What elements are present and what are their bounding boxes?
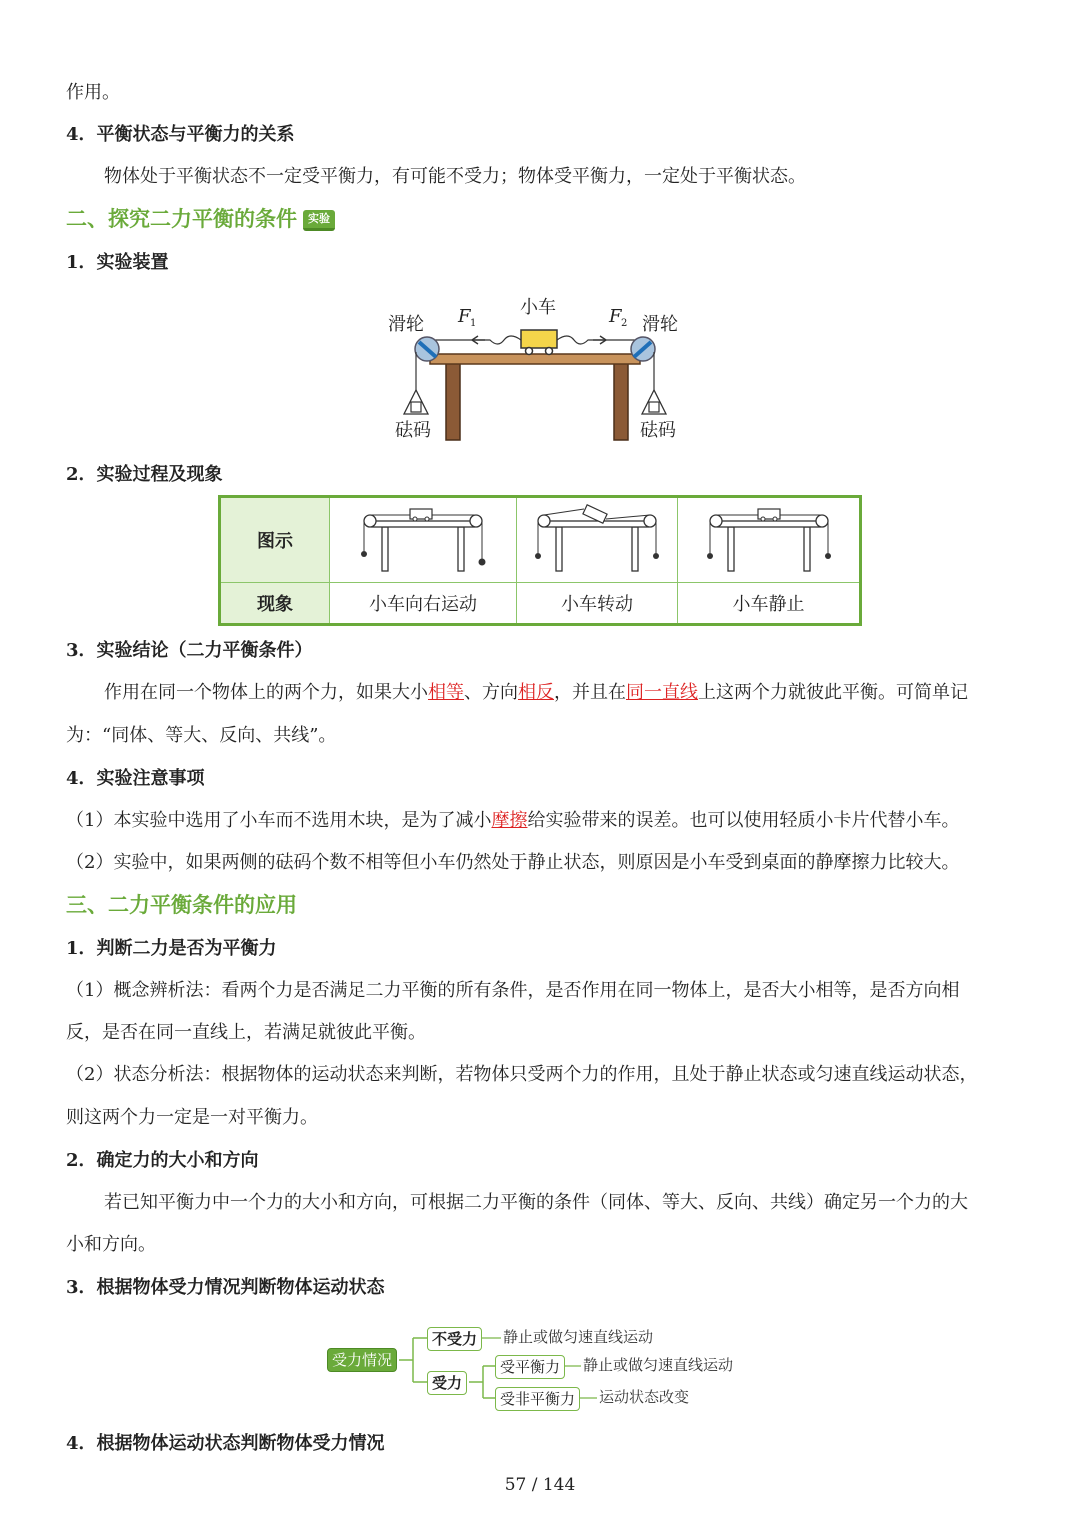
app-1-method-1: （1）概念辨析法：看两个力是否满足二力平衡的所有条件，是否作用在同一物体上，是否大小相等，是否方向相 — [66, 980, 960, 1001]
section-4-title: 4．平衡状态与平衡力的关系 — [66, 124, 295, 145]
keyword-equal: 相等 — [428, 682, 464, 703]
section-2-title: 二、探究二力平衡的条件 — [66, 207, 297, 231]
phenomenon-cell: 小车向右运动 — [330, 583, 517, 625]
app-2-body-cont: 小和方向。 — [66, 1234, 156, 1255]
text-span: （1）本实验中选用了小车而不选用木块，是为了减小 — [66, 810, 492, 831]
pulley-right-label: 滑轮 — [642, 314, 678, 335]
app-1-method-1-cont: 反，是否在同一直线上，若满足就彼此平衡。 — [66, 1022, 426, 1043]
app-1-method-2-cont: 则这两个力一定是一对平衡力。 — [66, 1107, 318, 1128]
phenomenon-cell: 小车转动 — [517, 583, 678, 625]
apparatus-figure — [380, 292, 690, 447]
app-4-title: 4．根据物体运动状态判断物体受力情况 — [66, 1433, 385, 1454]
phenomenon-row-label: 现象 — [220, 583, 330, 625]
phenomenon-cell: 小车静止 — [678, 583, 861, 625]
mindmap-unbalanced: 受非平衡力 — [495, 1387, 580, 1411]
top-text: 作用。 — [66, 82, 120, 103]
weight-right-label: 砝码 — [640, 420, 676, 441]
keyword-friction: 摩擦 — [491, 810, 528, 831]
mindmap-no-force-result: 静止或做匀速直线运动 — [503, 1328, 654, 1346]
mindmap-root: 受力情况 — [327, 1348, 397, 1372]
app-2-body: 若已知平衡力中一个力的大小和方向，可根据二力平衡的条件（同体、等大、反向、共线）确定另一个力的大 — [104, 1192, 968, 1213]
force-f2-subscript: 2 — [621, 318, 628, 329]
diagram-cell — [330, 497, 517, 583]
text-span: ，并且在 — [554, 682, 626, 703]
cart-label: 小车 — [520, 297, 556, 318]
force-f1-label: F — [458, 306, 471, 327]
weight-left-label: 砝码 — [395, 420, 431, 441]
text-span: 上这两个力就彼此平衡。可简单记 — [698, 682, 968, 703]
diagram-rotation — [532, 503, 662, 573]
exp-4-note-1 — [66, 808, 959, 834]
exp-3-body — [104, 680, 968, 706]
keyword-same-line: 同一直线 — [626, 682, 698, 703]
diagram-right-motion — [358, 503, 488, 573]
app-2-title: 2．确定力的大小和方向 — [66, 1150, 259, 1171]
pulley-left-label: 滑轮 — [388, 314, 424, 335]
exp-4-note-2: （2）实验中，如果两侧的砝码个数不相等但小车仍然处于静止状态，则原因是小车受到桌面的静摩擦力比较大。 — [66, 852, 960, 873]
mindmap-balanced-result: 静止或做匀速直线运动 — [583, 1356, 734, 1374]
app-1-method-2: （2）状态分析法：根据物体的运动状态来判断，若物体只受两个力的作用，且处于静止状态或匀速直线运动状态， — [66, 1064, 978, 1085]
section-4-body: 物体处于平衡状态不一定受平衡力，有可能不受力；物体受平衡力，一定处于平衡状态。 — [104, 166, 806, 187]
diagram-row — [220, 497, 861, 583]
exp-1-title: 1．实验装置 — [66, 252, 169, 273]
text-span: 给实验带来的误差。也可以使用轻质小卡片代替小车。 — [527, 810, 960, 831]
diagram-cell — [517, 497, 678, 583]
exp-3-body-line2: 为：“同体、等大、反向、共线”。 — [66, 725, 337, 746]
text-span: 作用在同一个物体上的两个力，如果大小 — [104, 682, 428, 703]
diagram-row-label: 图示 — [220, 497, 330, 583]
app-1-title: 1．判断二力是否为平衡力 — [66, 938, 277, 959]
diagram-cell — [678, 497, 861, 583]
force-f1-subscript: 1 — [470, 318, 477, 329]
mindmap-balanced: 受平衡力 — [495, 1355, 565, 1379]
diagram-static — [704, 503, 834, 573]
mindmap-no-force: 不受力 — [427, 1327, 482, 1351]
phenomenon-row — [220, 583, 861, 625]
mindmap-force: 受力 — [427, 1371, 467, 1395]
force-f2-label: F — [609, 306, 622, 327]
exp-4-title: 4．实验注意事项 — [66, 768, 205, 789]
page-number: 57 / 144 — [504, 1475, 576, 1495]
section-2-heading — [66, 205, 335, 233]
experiment-table — [218, 495, 862, 626]
text-span: 、方向 — [464, 682, 518, 703]
force-state-mindmap — [325, 1320, 755, 1412]
experiment-tag: 实验 — [303, 210, 335, 231]
section-3-title: 三、二力平衡条件的应用 — [66, 893, 297, 917]
mindmap-unbalanced-result: 运动状态改变 — [599, 1388, 690, 1406]
cart-shape — [521, 330, 557, 348]
exp-3-title: 3．实验结论（二力平衡条件） — [66, 640, 313, 661]
keyword-opposite: 相反 — [518, 682, 554, 703]
exp-2-title: 2．实验过程及现象 — [66, 464, 223, 485]
app-3-title: 3．根据物体受力情况判断物体运动状态 — [66, 1277, 385, 1298]
